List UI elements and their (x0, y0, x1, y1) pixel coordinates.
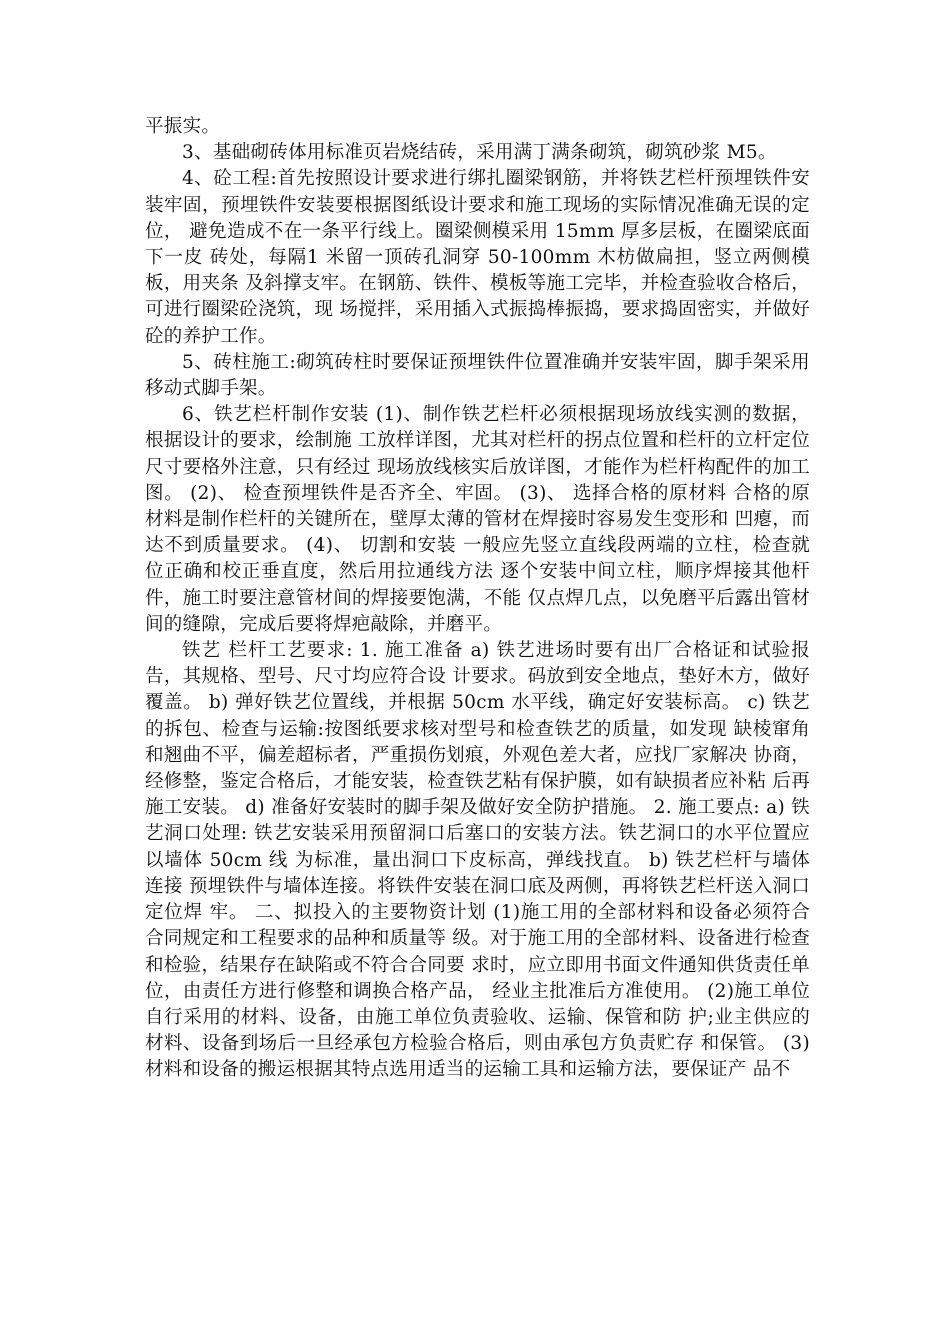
paragraph: 4、砼工程:首先按照设计要求进行绑扎圈梁钢筋，并将铁艺栏杆预埋铁件安 装牢固，预埋铁件安装要根据图纸设计要求和施工现场的实际情况准确无误的定位， 避免造成不在一条平行线上。圈梁侧模采用 15mm 厚多层板，在圈梁底面下一皮 砖处，每隔1 米留一顶砖孔洞穿 50-100mm 木枋做扁担，竖立两侧模板，用夹条 及斜撑支牢。在钢筋、铁件、模板等施工完毕，并检查验收合格后，可进行圈梁砼浇筑，现 场搅拌，采用插入式振捣棒振捣，要求捣固密实，并做好砼的养护工作。 (145, 168, 810, 347)
document-body (145, 114, 810, 1084)
paragraph: 5、砖柱施工:砌筑砖柱时要保证预埋铁件位置准确并安装牢固，脚手架采用 移动式脚手架。 (145, 351, 810, 400)
paragraph: 6、铁艺栏杆制作安装 (1)、制作铁艺栏杆必须根据现场放线实测的数据，根据设计的要求，绘制施 工放样详图，尤其对栏杆的拐点位置和栏杆的立杆定位尺寸要格外注意，只有经过 现场放线核实后放详图，才能作为栏杆构配件的加工图。 (2)、 检查预埋铁件是否齐全、牢固。 (3)、 选择合格的原材料 合格的原材料是制作栏杆的关键所在，壁厚太薄的管材在焊接时容易发生变形和 凹瘪，而达不到质量要求。 (4)、 切割和安装 一般应先竖立直线段两端的立柱，检查就位正确和校正垂直度，然后用拉通线方法 逐个安装中间立柱，顺序焊接其他杆件，施工时要注意管材间的焊接要饱满，不能 仅点焊几点，以免磨平后露出管材间的缝隙，完成后要将焊疤敲除，并磨平。 (145, 404, 810, 635)
paragraph: 铁艺 栏杆工艺要求: 1. 施工准备 a) 铁艺进场时要有出厂合格证和试验报告，其规格、型号、尺寸均应符合设 计要求。码放到安全地点，垫好木方，做好覆盖。 b) 弹好铁艺位置线，并根据 50cm 水平线，确定好安装标高。 c) 铁艺的拆包、检查与运输:按图纸要求核对型号和检查铁艺的质量，如发现 缺棱窜角和翘曲不平，偏差超标者，严重损伤划痕，外观色差大者，应找厂家解决 协商，经修整，鉴定合格后，才能安装，检查铁艺粘有保护膜，如有缺损者应补粘 后再施工安装。 d) 准备好安装时的脚手架及做好安全防护措施。 2. 施工要点: a) 铁艺洞口处理: 铁艺安装采用预留洞口后塞口的安装方法。铁艺洞口的水平位置应以墙体 50cm 线 为标准，量出洞口下皮标高，弹线找直。 b) 铁艺栏杆与墙体连接 预埋铁件与墙体连接。将铁件安装在洞口底及两侧，再将铁艺栏杆送入洞口定位焊 牢。 二、拟投入的主要物资计划 (1)施工用的全部材料和设备必须符合合同规定和工程要求的品种和质量等 级。对于施工用的全部材料、设备进行检查和检验，结果存在缺陷或不符合合同要 求时，应立即用书面文件通知供货责任单位，由责任方进行修整和调换合格产品， 经业主批准后方准使用。 (2)施工单位自行采用的材料、设备，由施工单位负责验收、运输、保管和防 护;业主供应的材料、设备到场后一旦经承包方检验合格后，则由承包方负责贮存 和保管。 (3)材料和设备的搬运根据其特点选用适当的运输工具和运输方法，要保证产 品不 (145, 640, 810, 1081)
paragraph: 平振实。 (145, 116, 221, 137)
paragraph: 3、基础砌砖体用标准页岩烧结砖，采用满丁满条砌筑，砌筑砂浆 M5。 (182, 142, 777, 164)
